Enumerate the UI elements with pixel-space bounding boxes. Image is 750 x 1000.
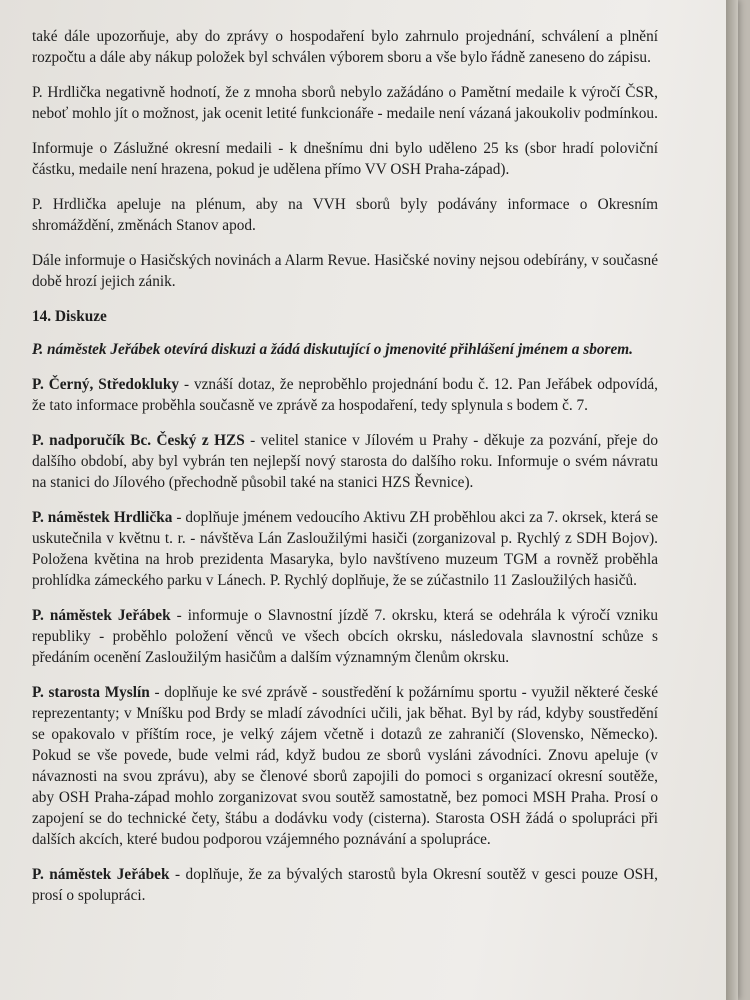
paragraph-text: P. Hrdlička apeluje na plénum, aby na VVH sborů byly podávány informace o Okresním shromáždění, změnách Stanov apod.	[32, 196, 658, 234]
entry-text: - velitel stanice v Jílovém u Prahy - děkuje za pozvání, přeje do dalšího období, aby byl vybrán ten nejlepší nový starosta do dalšího roku. Informuje o svém návratu na stanici do Jílového (přechodně působil také na stanici HZS Řevnice).	[32, 432, 658, 491]
paragraph	[32, 250, 658, 292]
entry-text: - informuje o Slavnostní jízdě 7. okrsku, která se odehrála k výročí vzniku republiky - proběhlo položení věnců ve všech obcích okrsku, následovala slavnostní schůze s předáním ocenění Zasloužilým hasičům a dalším významným členům okrsku.	[32, 607, 658, 666]
speaker-name: P. náměstek Hrdlička	[32, 509, 173, 526]
speaker-name: P. náměstek Jeřábek	[32, 866, 170, 883]
speaker-name: P. starosta Myslín	[32, 684, 150, 701]
discussion-entry	[32, 605, 658, 668]
entry-text: - doplňuje jménem vedoucího Aktivu ZH proběhlou akci za 7. okrsek, která se uskutečnila v květnu t. r. - návštěva Lán Zasloužilými hasiči (zorganizoval p. Rychlý z SDH Bojov). Položena květina na hrob prezidenta Masaryka, bylo navštíveno muzeum TGM a rovněž proběhla prohlídka zámeckého parku v Lánech. P. Rychlý doplňuje, že se zúčastnilo 11 Zasloužilých hasičů.	[32, 509, 658, 589]
paragraph-text: Dále informuje o Hasičských novinách a Alarm Revue. Hasičské noviny nejsou odebírány, v současné době hrozí jejich zánik.	[32, 252, 658, 290]
discussion-entry	[32, 374, 658, 416]
entry-text: - vznáší dotaz, že neproběhlo projednání bodu č. 12. Pan Jeřábek odpovídá, že tato informace proběhla současně ve zprávě za hospodaření, tedy splynula s bodem č. 7.	[32, 376, 658, 414]
speaker-name: P. nadporučík Bc. Český z HZS	[32, 432, 245, 449]
paragraph	[32, 26, 658, 68]
paragraph-text: Informuje o Záslužné okresní medaili - k dnešnímu dni bylo uděleno 25 ks (sbor hradí poloviční částku, medaile není hrazena, pokud je udělena přímo VV OSH Praha-západ).	[32, 140, 658, 178]
paragraph-text: také dále upozorňuje, aby do zprávy o hospodaření bylo zahrnulo projednání, schválení a plnění rozpočtu a dále aby nákup položek byl schválen výborem sboru a vše bylo řádně zaneseno do zápisu.	[32, 28, 658, 66]
entry-text: - doplňuje, že za bývalých starostů byla Okresní soutěž v gesci pouze OSH, prosí o spolupráci.	[32, 866, 659, 904]
document-body	[32, 26, 658, 920]
discussion-entry	[32, 682, 658, 850]
paragraph	[32, 194, 658, 236]
discussion-entry	[32, 507, 658, 591]
section-heading: 14. Diskuze	[32, 308, 107, 325]
paragraph-text: P. Hrdlička negativně hodnotí, že z mnoha sborů nebylo zažádáno o Pamětní medaile k výročí ČSR, neboť mohlo jít o možnost, jak ocenit letité funkcionáře - medaile není vázaná jakoukoliv podmínkou.	[32, 84, 658, 122]
speaker-name: P. Černý, Středokluky	[32, 376, 180, 393]
discussion-intro: P. náměstek Jeřábek otevírá diskuzi a žádá diskutující o jmenovité přihlášení jménem a sborem.	[32, 341, 633, 358]
discussion-entry	[32, 864, 658, 906]
paragraph	[32, 82, 658, 124]
discussion-entry	[32, 430, 658, 493]
speaker-name: P. náměstek Jeřábek	[32, 607, 171, 624]
paragraph	[32, 138, 658, 180]
entry-text: - doplňuje ke své zprávě - soustředění k požárnímu sportu - využil některé české reprezentanty; v Mníšku pod Brdy se mladí závodníci učili, jak běhat. Byl by rád, kdyby soustředění se opakovalo v příštím roce, je velký zájem včetně i dotazů ze zahraničí (Slovensko, Německo). Pokud se vše povede, bude velmi rád, když budou ze sborů vysláni závodníci. Znovu apeluje (v návaznosti na svou zprávu), aby se členové sborů zapojili do pomoci s organizací okresní soutěže, aby OSH Praha-západ mohlo zorganizovat svou soutěž samostatně, bez pomoci MSH Praha. Prosí o zapojení se do technické čety, štábu a dodávku vody (cisterna). Starosta OSH žádá o spolupráci při dalších akcích, které budou podporou vzájemného poznávání a spolupráce.	[32, 684, 658, 848]
page-edge-shadow	[726, 0, 738, 1000]
